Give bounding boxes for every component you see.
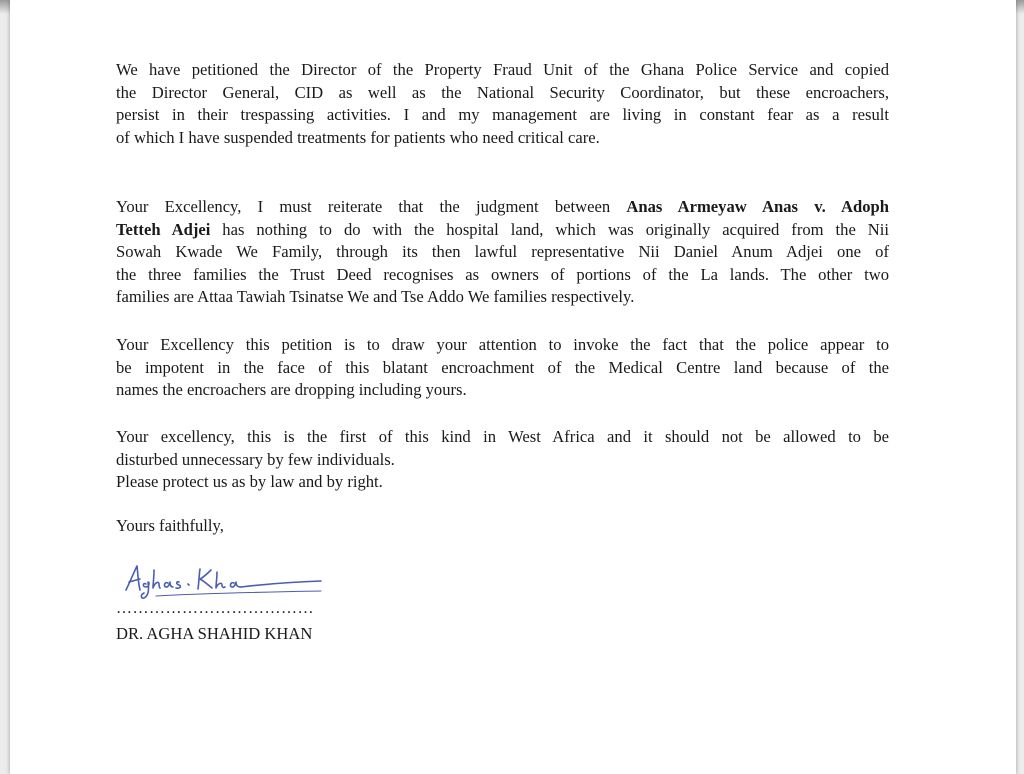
text-line: the three families the Trust Deed recognises as owners of portions of the La lands. The other two — [116, 264, 889, 284]
text-line: of which I have suspended treatments for patients who need critical care. — [116, 127, 600, 147]
text-line: be impotent in the face of this blatant encroachment of the Medical Centre land because of the — [116, 357, 889, 377]
closing-salutation — [116, 515, 889, 538]
text-line: names the encroachers are dropping including yours. — [116, 380, 467, 399]
text-line: the Director General, CID as well as the National Security Coordinator, but these encroachers, — [116, 82, 889, 102]
text-line — [116, 196, 889, 219]
paragraph-appeal — [116, 426, 889, 494]
text-line: disturbed unnecessary by few individuals. — [116, 449, 395, 469]
text-line — [116, 219, 889, 242]
text-line: Your Excellency this petition is to draw your attention to invoke the fact that the police appear to — [116, 335, 889, 354]
text-line: persist in their trespassing activities. I and my management are living in constant fear as a result — [116, 105, 889, 124]
text-segment: Your Excellency, I must reiterate that the judgment between — [116, 197, 627, 216]
case-name-bold: Anas Armeyaw Anas v. Adoph — [626, 197, 889, 216]
text-line: Yours faithfully, — [116, 516, 224, 535]
handwritten-signature — [116, 560, 336, 605]
text-line: families are Attaa Tawiah Tsinatse We and Tse Addo We families respectively. — [116, 287, 635, 306]
signature-dotted-line: ……………………………… — [116, 600, 314, 617]
case-name-bold: Tetteh Adjei — [116, 219, 211, 239]
paragraph-police — [116, 334, 889, 402]
text-line: Your excellency, this is the first of this kind in West Africa and it should not be allowed to be — [116, 427, 889, 446]
text-line: Please protect us as by law and by right. — [116, 472, 383, 491]
paragraph-judgment — [116, 196, 889, 309]
paragraph-petition — [116, 59, 889, 149]
text-segment: has nothing to do with the hospital land, which was originally acquired from the Nii — [210, 219, 889, 239]
signer-name: DR. AGHA SHAHID KHAN — [116, 624, 313, 643]
text-line: Sowah Kwade We Family, through its then lawful representative Nii Daniel Anum Adjei one of — [116, 242, 889, 261]
text-line: We have petitioned the Director of the Property Fraud Unit of the Ghana Police Service and copied — [116, 60, 889, 79]
